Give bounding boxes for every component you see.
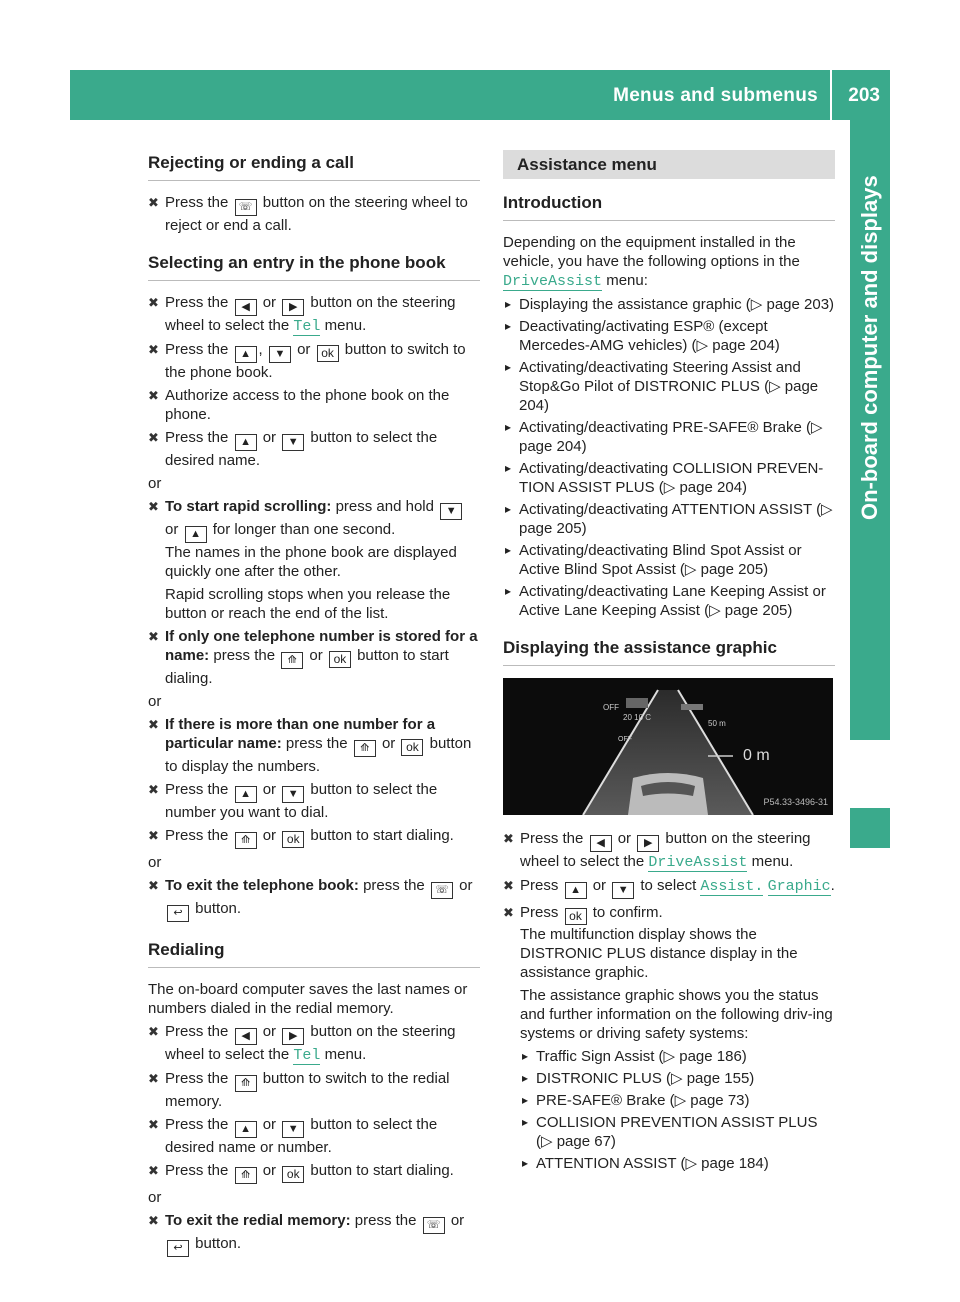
text: menu: (606, 272, 648, 289)
list-item: ▸ Displaying the assistance graphic (▷ page 203) (503, 295, 835, 314)
text: to confirm. (592, 904, 663, 921)
heading-assistance-graphic: Displaying the assistance graphic (503, 638, 835, 666)
down-arrow-icon: ▼ (282, 1121, 304, 1138)
text: To exit the redial memory: (165, 1212, 351, 1229)
text: or (262, 827, 277, 844)
text: or (297, 341, 311, 358)
right-arrow-icon: ▶ (282, 299, 304, 316)
text: button. (195, 1235, 242, 1252)
text: button to switch to the redial memory. (165, 1070, 450, 1110)
step (148, 1161, 480, 1184)
text: or (262, 1116, 277, 1133)
down-arrow-icon: ▼ (282, 786, 304, 803)
text: Press the (165, 1116, 229, 1133)
graphic-label: 50 m (708, 719, 726, 728)
list-item: ▸ Activating/deactivating Blind Spot Assist or Active Blind Spot Assist (▷ page 205) (503, 541, 835, 579)
hang-up-icon: ☏ (235, 199, 257, 216)
text: button on the steering wheel to reject or end a call. (165, 194, 468, 234)
text: to select (640, 877, 697, 894)
menu-name: DriveAssist (648, 854, 748, 871)
text: Press the (165, 194, 229, 211)
list-item: ▸ Traffic Sign Assist (▷ page 186) (520, 1047, 835, 1066)
step (503, 876, 835, 899)
text: button to start dialing. (165, 647, 449, 687)
text: press the (363, 877, 425, 894)
or-text: or (148, 693, 162, 710)
up-arrow-icon: ▲ (235, 1121, 257, 1138)
text: button to select the number you want to dial. (165, 781, 438, 821)
list-item: ▸ PRE-SAFE® Brake (▷ page 73) (520, 1091, 835, 1110)
text: . (830, 877, 835, 894)
step (148, 293, 480, 336)
text: or (262, 781, 277, 798)
options-list (503, 295, 835, 620)
right-arrow-icon: ▶ (282, 1028, 304, 1045)
assistance-graphic-image (503, 678, 833, 815)
text: press the (213, 647, 276, 664)
text: press and hold (335, 498, 434, 515)
text: Press the (520, 830, 584, 847)
assistance-menu-band: Assistance menu (503, 150, 835, 179)
text: button to switch to the phone book. (165, 341, 466, 381)
right-arrow-icon: ▶ (637, 835, 659, 852)
ok-key-icon: ok (329, 651, 351, 668)
menu-name: Graphic (767, 878, 831, 895)
ok-key-icon: ok (282, 831, 304, 848)
down-arrow-icon: ▼ (612, 882, 634, 899)
text: If there is more than one number for a particular name: (165, 716, 436, 752)
step (148, 193, 480, 235)
header-bar (70, 70, 890, 120)
step (148, 1069, 480, 1111)
intro-text: The on-board computer saves the last names or numbers dialed in the redial memory. (148, 981, 468, 1017)
heading-introduction: Introduction (503, 193, 835, 221)
text: Press the (165, 341, 229, 358)
text: button on the steering wheel to select the (520, 830, 811, 870)
left-arrow-icon: ◀ (235, 299, 257, 316)
hang-up-icon: ☏ (423, 1217, 445, 1234)
down-arrow-icon: ▼ (269, 346, 291, 363)
text: Press the (165, 827, 229, 844)
header-separator (830, 70, 832, 120)
text: The assistance graphic shows you the status and further information on the following driv-ing systems or driving safety systems: (520, 987, 833, 1042)
left-arrow-icon: ◀ (590, 835, 612, 852)
up-arrow-icon: ▲ (235, 434, 257, 451)
left-column (148, 150, 480, 1261)
text: Press the (165, 294, 229, 311)
text: Depending on the equipment installed in the vehicle, you have the following options in the (503, 234, 800, 270)
text: Press the (165, 429, 229, 446)
heading-redialing: Redialing (148, 940, 480, 968)
phone-icon: ⟰ (281, 652, 303, 669)
text: or (262, 294, 277, 311)
text: Press the (165, 1070, 229, 1087)
text: or (617, 830, 632, 847)
or-text: or (148, 475, 162, 492)
text: or (165, 521, 179, 538)
list-item: ▸ ATTENTION ASSIST (▷ page 184) (520, 1154, 835, 1173)
text: Rapid scrolling stops when you release the button or reach the end of the list. (165, 586, 451, 622)
up-arrow-icon: ▲ (565, 882, 587, 899)
text: or (309, 647, 323, 664)
or-text: or (148, 854, 162, 871)
back-icon: ↩ (167, 905, 189, 922)
text: The multifunction display shows the DISTRONIC PLUS distance display in the assistance graphic. (520, 926, 798, 981)
step (503, 829, 835, 872)
text: for longer than one second. (212, 521, 396, 538)
text: To exit the telephone book: (165, 877, 359, 894)
heading-rejecting-call: Rejecting or ending a call (148, 153, 480, 181)
menu-name: DriveAssist (503, 273, 603, 290)
list-item: ▸ Deactivating/activating ESP® (except Mercedes-AMG vehicles) (▷ page 204) (503, 317, 835, 355)
phone-icon: ⟰ (235, 1075, 257, 1092)
step (148, 715, 480, 776)
or-text: or (148, 1189, 162, 1206)
step (148, 340, 480, 382)
text: or (262, 1023, 277, 1040)
text: or (262, 1162, 277, 1179)
hang-up-icon: ☏ (431, 882, 453, 899)
step (148, 1115, 480, 1157)
up-arrow-icon: ▲ (235, 786, 257, 803)
text: menu. (324, 1046, 367, 1063)
text: button to display the numbers. (165, 735, 472, 775)
text: button on the steering wheel to select the (165, 294, 456, 334)
down-arrow-icon: ▼ (440, 503, 462, 520)
graphic-label: OFF (603, 703, 619, 712)
text: Authorize access to the phone book on the phone. (165, 387, 450, 423)
text: Press the (165, 1162, 229, 1179)
list-item: ▸ DISTRONIC PLUS (▷ page 155) (520, 1069, 835, 1088)
ok-key-icon: ok (317, 345, 339, 362)
text: or (592, 877, 607, 894)
text: button to start dialing. (310, 1162, 454, 1179)
menu-name: Tel (293, 318, 321, 335)
ok-key-icon: ok (565, 908, 587, 925)
text: menu. (324, 317, 367, 334)
list-item: ▸ Activating/deactivating ATTENTION ASSIST (▷ page 205) (503, 500, 835, 538)
step (148, 497, 480, 623)
chapter-label: On-board computer and displays (857, 175, 882, 520)
text: To start rapid scrolling: (165, 498, 332, 515)
page-number: 203 (848, 85, 880, 106)
step (148, 627, 480, 688)
text: button. (195, 900, 242, 917)
left-arrow-icon: ◀ (235, 1028, 257, 1045)
menu-name: Assist. (700, 878, 764, 895)
step (148, 1022, 480, 1065)
text: The names in the phone book are displayed quickly one after the other. (165, 544, 457, 580)
text: , (258, 341, 263, 358)
heading-phone-book: Selecting an entry in the phone book (148, 253, 480, 281)
ok-key-icon: ok (401, 739, 423, 756)
list-item: ▸ Activating/deactivating PRE-SAFE® Brake (▷ page 204) (503, 418, 835, 456)
step (148, 386, 480, 424)
text: or (381, 735, 396, 752)
text: Press the (165, 781, 229, 798)
graphic-label: 0 m (743, 747, 770, 764)
graphic-label: OFF (618, 736, 632, 743)
systems-list (503, 1047, 835, 1173)
step (148, 826, 480, 849)
section-title: Menus and submenus (613, 85, 818, 106)
text: If only one telephone number is stored for a name: (165, 628, 478, 664)
step (148, 1211, 480, 1257)
text: Press the (165, 1023, 229, 1040)
back-icon: ↩ (167, 1240, 189, 1257)
menu-name: Tel (293, 1047, 321, 1064)
image-caption: P54.33-3496-31 (763, 797, 828, 807)
text: press the (354, 1212, 417, 1229)
step (148, 780, 480, 822)
text: Press (520, 877, 559, 894)
phone-icon: ⟰ (235, 1167, 257, 1184)
text: button to select the desired name. (165, 429, 438, 469)
phone-icon: ⟰ (354, 740, 376, 757)
side-marker (850, 808, 890, 848)
text: or (262, 429, 277, 446)
text: Press (520, 904, 559, 921)
phone-icon: ⟰ (235, 832, 257, 849)
intro-paragraph (503, 233, 835, 291)
list-item: ▸ Activating/deactivating Lane Keeping Assist or Active Lane Keeping Assist (▷ page 205) (503, 582, 835, 620)
text: button to select the desired name or number. (165, 1116, 438, 1156)
up-arrow-icon: ▲ (235, 346, 257, 363)
step (148, 876, 480, 922)
right-column (503, 150, 835, 1176)
text: button on the steering wheel to select the (165, 1023, 456, 1063)
down-arrow-icon: ▼ (282, 434, 304, 451)
step (503, 903, 835, 1043)
text: button to start dialing. (310, 827, 454, 844)
graphic-label: 20 10 C (623, 713, 652, 722)
text: press the (285, 735, 348, 752)
text: or (450, 1212, 465, 1229)
up-arrow-icon: ▲ (185, 526, 207, 543)
list-item: ▸ Activating/deactivating Steering Assist and Stop&Go Pilot of DISTRONIC PLUS (▷ page 204) (503, 358, 835, 415)
step (148, 428, 480, 470)
text: or (459, 877, 473, 894)
text: menu. (751, 853, 794, 870)
list-item: ▸ Activating/deactivating COLLISION PREVEN-TION ASSIST PLUS (▷ page 204) (503, 459, 835, 497)
list-item: ▸ COLLISION PREVENTION ASSIST PLUS (▷ page 67) (520, 1113, 835, 1151)
ok-key-icon: ok (282, 1166, 304, 1183)
